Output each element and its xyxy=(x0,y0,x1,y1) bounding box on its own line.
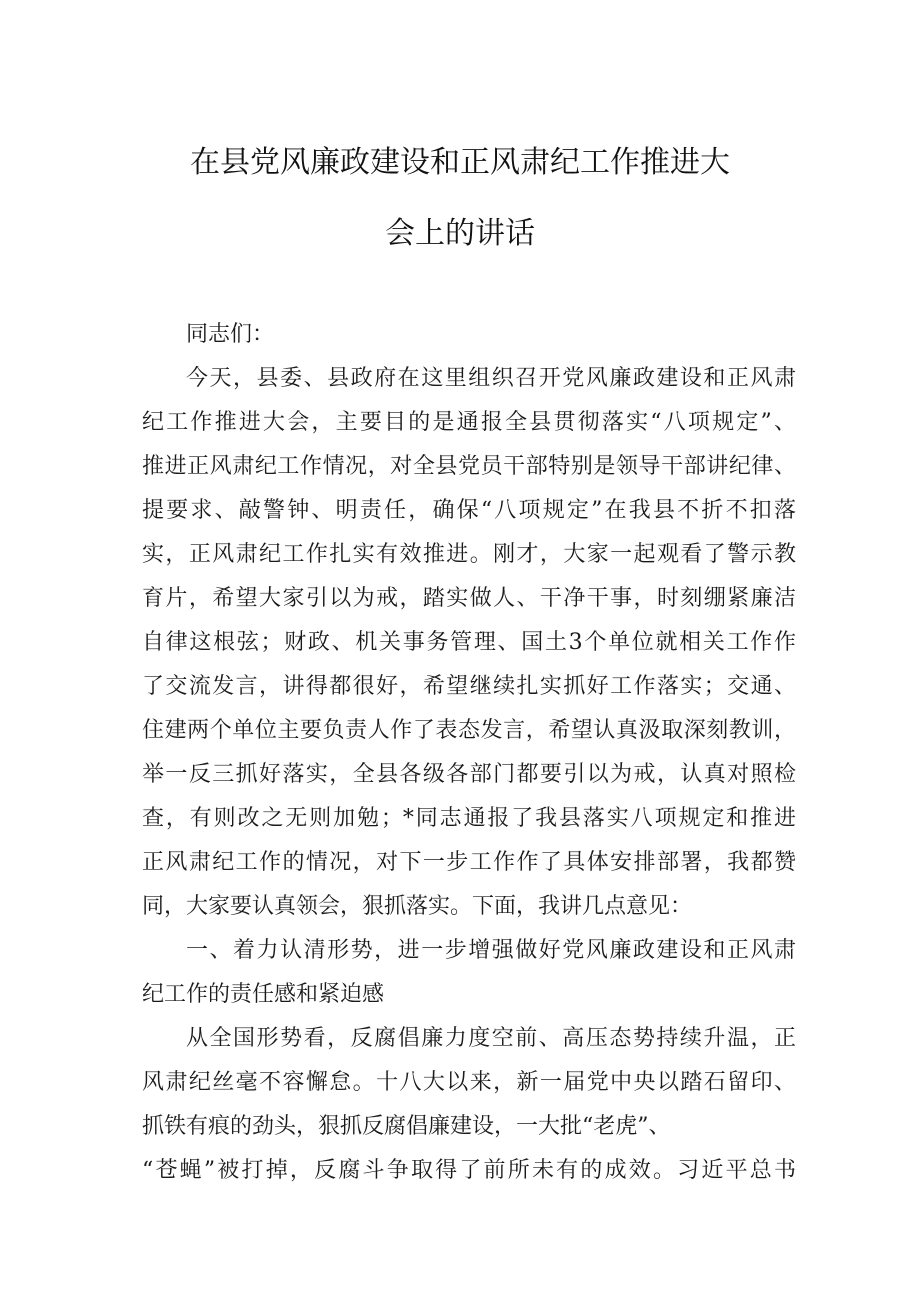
paragraph-line: 风肃纪丝毫不容懈怠。十八大以来，新一届党中央以踏石留印、 xyxy=(142,1070,796,1095)
paragraph-line: 纪工作推进大会，主要目的是通报全县贯彻落实“八项规定”、 xyxy=(142,410,796,435)
paragraph-line: 抓铁有痕的劲头，狠抓反腐倡廉建设，一大批“老虎”、 xyxy=(142,1114,671,1139)
paragraph-line: 住建两个单位主要负责人作了表态发言，希望认真汲取深刻教训， xyxy=(142,718,796,743)
paragraph-line: 自律这根弦；财政、机关事务管理、国土3个单位就相关工作作 xyxy=(142,630,796,655)
paragraph-line: 今天，县委、县政府在这里组织召开党风廉政建设和正风肃 xyxy=(186,366,796,391)
paragraph-line: 提要求、敲警钟、明责任，确保“八项规定”在我县不折不扣落 xyxy=(142,498,796,523)
section-heading-line: 纪工作的责任感和紧迫感 xyxy=(142,982,385,1007)
paragraph-line: 从全国形势看，反腐倡廉力度空前、高压态势持续升温，正 xyxy=(186,1026,796,1051)
document-title-line-2: 会上的讲话 xyxy=(385,216,535,251)
section-heading-line: 一、着力认清形势，进一步增强做好党风廉政建设和正风肃 xyxy=(186,938,796,963)
paragraph-line: 了交流发言，讲得都很好，希望继续扎实抓好工作落实；交通、 xyxy=(142,674,796,699)
paragraph-line: 同，大家要认真领会，狠抓落实。下面，我讲几点意见： xyxy=(142,894,693,919)
paragraph-line: “苍蝇”被打掉，反腐斗争取得了前所未有的成效。习近平总书 xyxy=(142,1158,796,1183)
paragraph-line: 推进正风肃纪工作情况，对全县党员干部特别是领导干部讲纪律、 xyxy=(142,454,796,479)
paragraph-line: 育片，希望大家引以为戒，踏实做人、干净干事，时刻绷紧廉洁 xyxy=(142,586,796,611)
document-title-line-1: 在县党风廉政建设和正风肃纪工作推进大 xyxy=(190,145,730,180)
paragraph-line: 查，有则改之无则加勉；*同志通报了我县落实八项规定和推进 xyxy=(142,806,796,831)
paragraph-line: 举一反三抓好落实，全县各级各部门都要引以为戒，认真对照检 xyxy=(142,762,796,787)
salutation: 同志们： xyxy=(186,322,275,347)
paragraph-line: 实，正风肃纪工作扎实有效推进。刚才，大家一起观看了警示教 xyxy=(142,542,796,567)
paragraph-line: 正风肃纪工作的情况，对下一步工作作了具体安排部署，我都赞 xyxy=(142,850,796,875)
